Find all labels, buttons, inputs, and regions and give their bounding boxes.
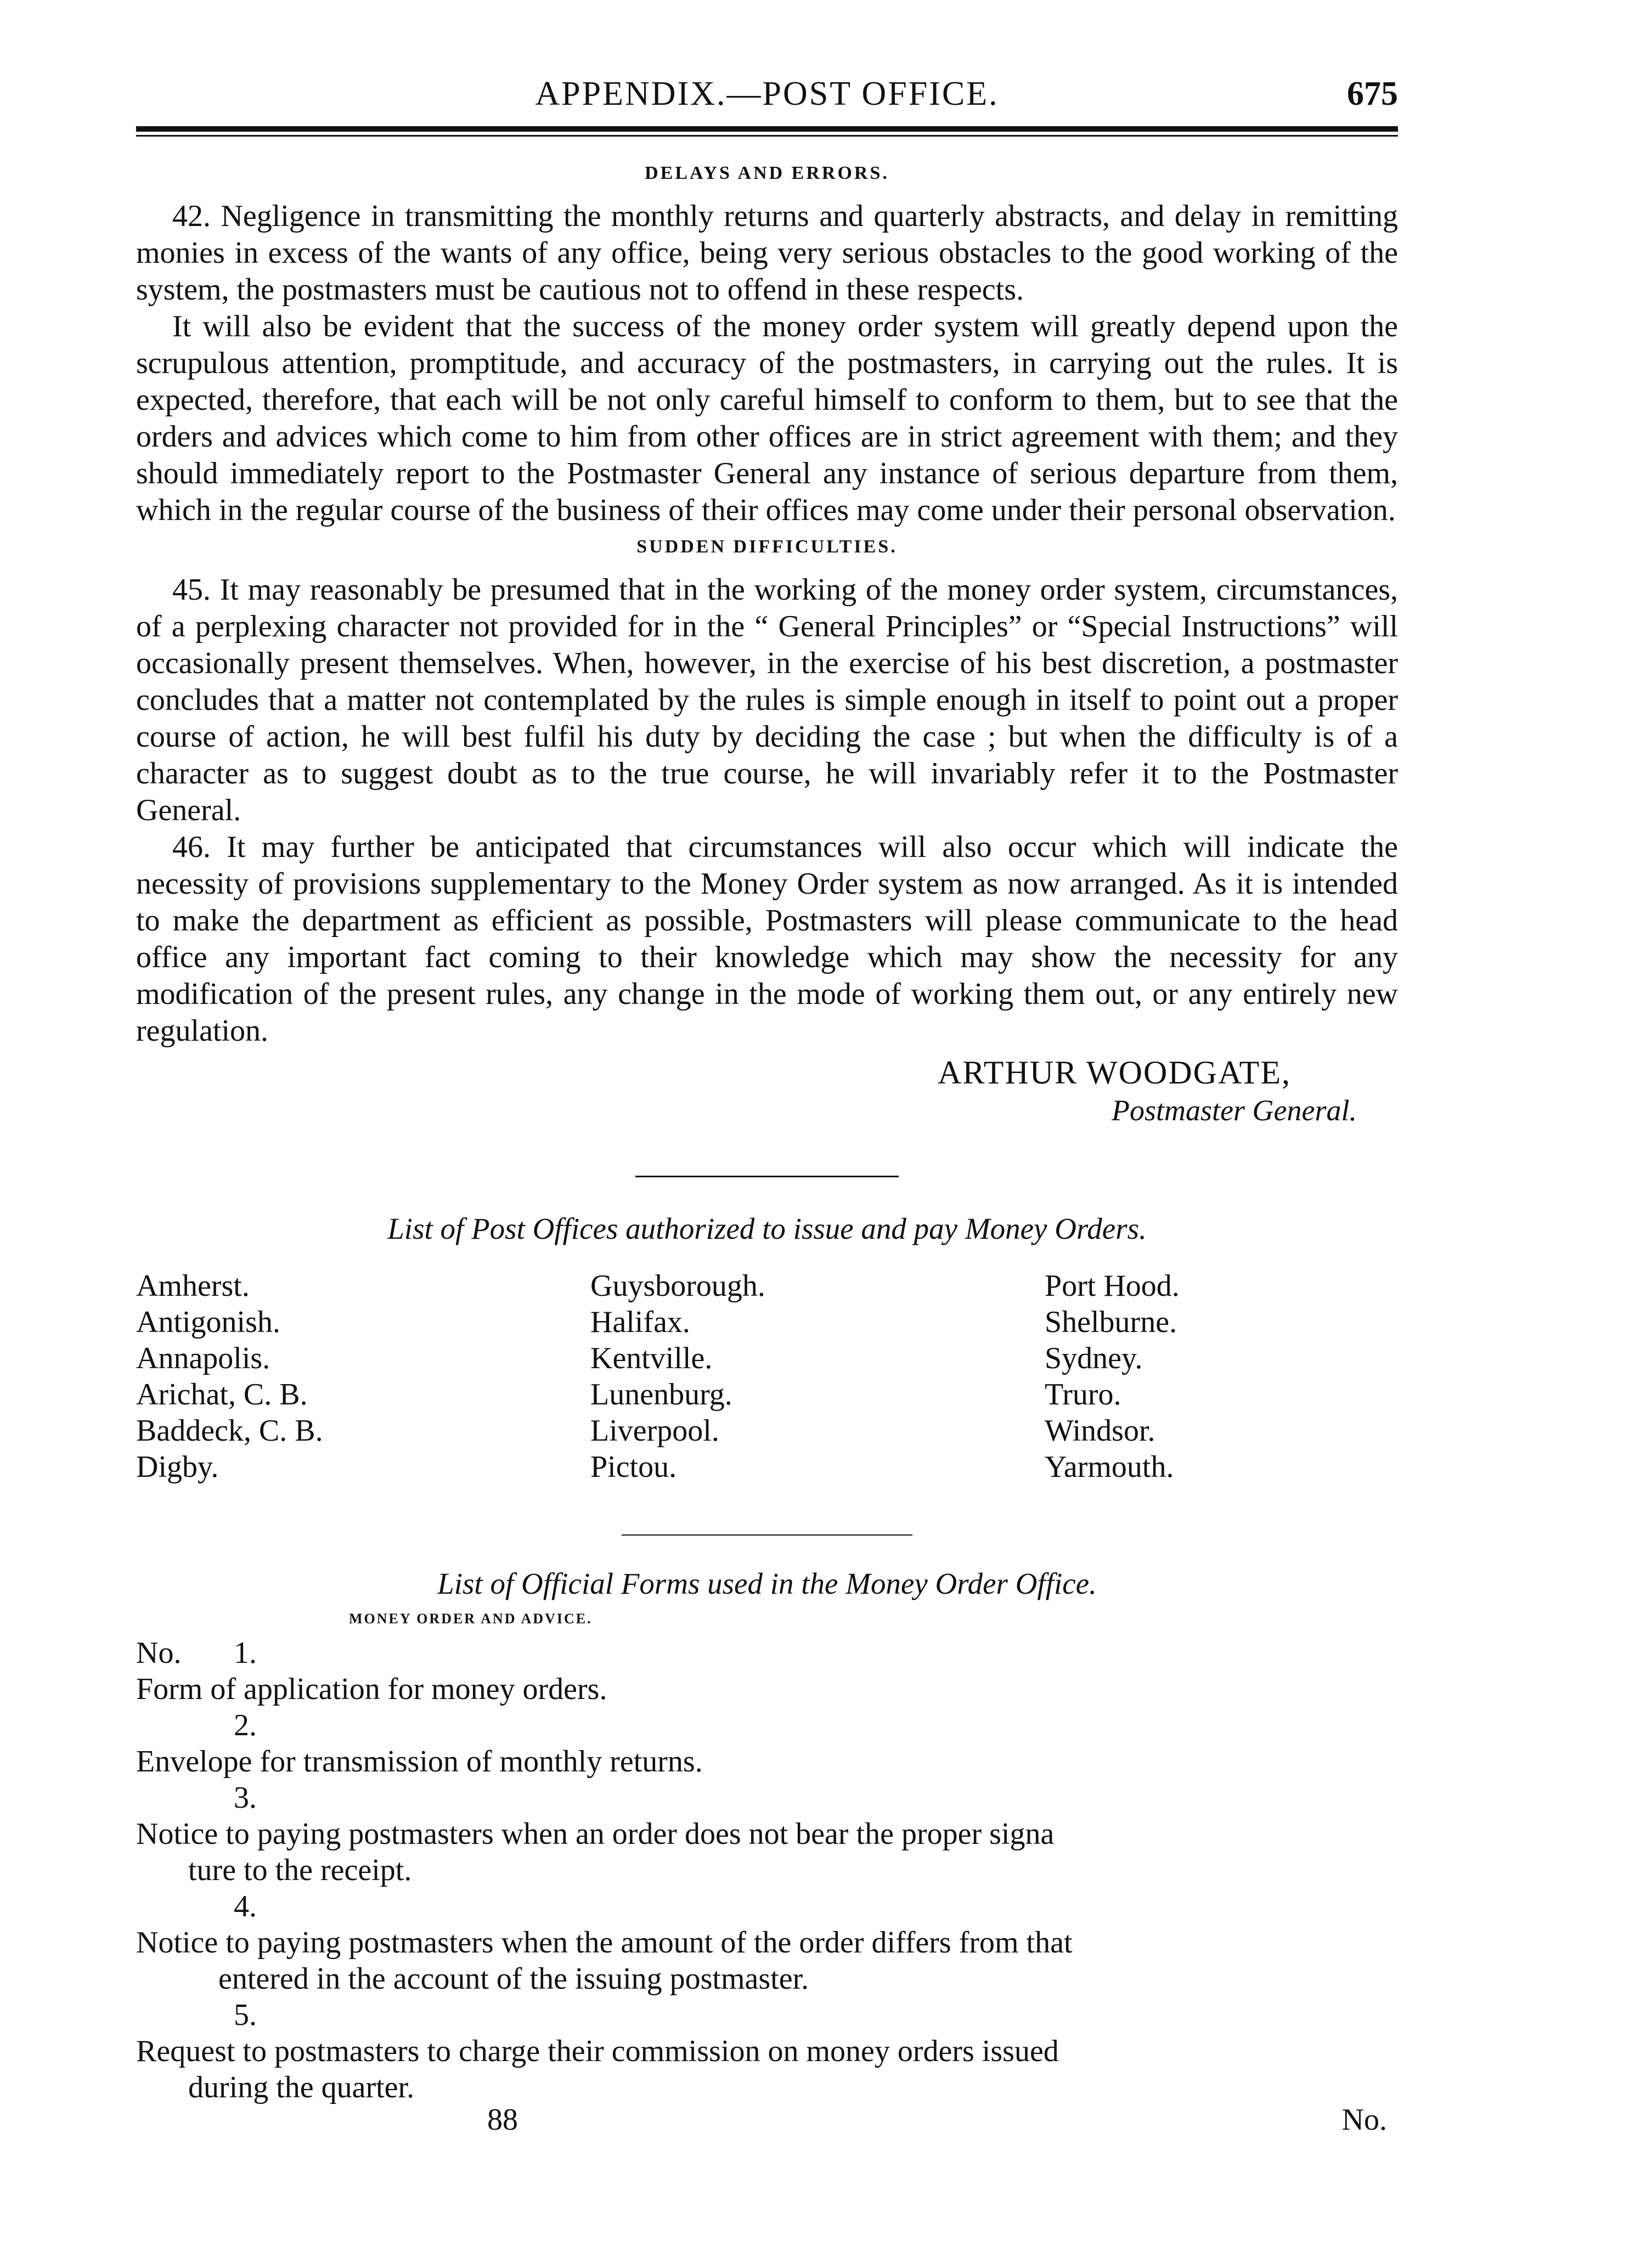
form-number: 1. [234, 1636, 257, 1670]
office-item: Kentville. [590, 1341, 713, 1375]
office-item: Antigonish. [136, 1305, 280, 1339]
post-offices-list [136, 1268, 1398, 1487]
separator-rule [635, 1176, 899, 1177]
form-item [136, 1997, 1398, 2106]
form-number: 4. [234, 1889, 257, 1923]
signature-block [136, 1054, 1398, 1136]
office-item: Liverpool. [590, 1414, 719, 1448]
separator-rule-2 [622, 1534, 912, 1536]
forms-list-heading: List of Official Forms used in the Money Order Office. [437, 1567, 1097, 1600]
office-item: Halifax. [590, 1305, 690, 1339]
office-item: Windsor. [1045, 1414, 1155, 1448]
document-page [136, 66, 1398, 2146]
page-number: 675 [1347, 75, 1398, 112]
signatory-title: Postmaster General. [1112, 1094, 1357, 1127]
form-item [136, 1707, 1398, 1780]
paragraph-45: 45. It may reasonably be presumed that in the working of the money order system, circumstances, of a perplexing character not provided for in the “ General Principles” or “Special Instructions” will occasionally present themselves. When, however, in the exercise of his best discretion, a postmaster concludes that a matter not contemplated by the rules is simple enough in itself to point out a proper course of action, he will best fulfil his duty by deciding the case ; but when the difficulty is of a character as to suggest doubt as to the true course, he will invariably refer it to the Postmaster General. [136, 573, 1398, 827]
catchword: No. [1341, 2103, 1387, 2137]
section-heading-difficulties: SUDDEN DIFFICULTIES. [636, 537, 898, 557]
form-text-continued: entered in the account of the issuing postmaster. [218, 1962, 809, 1996]
form-number: 5. [234, 1998, 257, 2032]
offices-column-1 [136, 1268, 323, 1485]
forms-subheading: MONEY ORDER AND ADVICE. [349, 1611, 593, 1627]
paragraph-46: 46. It may further be anticipated that circumstances will also occur which will indicate the necessity of provisions supplementary to the Money Order system as now arranged. As it is intended to make the department as efficient as possible, Postmasters will please communicate to the head office any important fact coming to their knowledge which may show the necessity for any modification of the present rules, any change in the mode of working them out, or any entirely new regulation. [136, 830, 1398, 1048]
office-item: Amherst. [136, 1269, 250, 1303]
form-text: Request to postmasters to charge their commission on money orders issued [136, 2034, 1059, 2068]
office-item: Baddeck, C. B. [136, 1414, 323, 1448]
office-item: Shelburne. [1045, 1305, 1177, 1339]
section-delays [136, 198, 1398, 529]
office-item: Guysborough. [590, 1269, 765, 1303]
form-item [136, 1888, 1398, 1997]
office-item: Truro. [1045, 1378, 1121, 1412]
offices-list-heading: List of Post Offices authorized to issue and pay Money Orders. [387, 1212, 1147, 1245]
running-title: APPENDIX.—POST OFFICE. [535, 75, 999, 112]
header-rule-thick [136, 126, 1398, 132]
office-item: Yarmouth. [1045, 1450, 1174, 1484]
form-text: Notice to paying postmasters when the amount of the order differs from that [136, 1926, 1073, 1960]
office-item: Sydney. [1045, 1341, 1143, 1375]
signatory-name: ARTHUR WOODGATE, [938, 1054, 1291, 1091]
office-item: Digby. [136, 1450, 219, 1484]
form-text: Envelope for transmission of monthly returns. [136, 1745, 703, 1779]
form-item [136, 1780, 1398, 1888]
form-number: 2. [234, 1708, 257, 1742]
form-text-continued: ture to the receipt. [188, 1853, 412, 1887]
section-heading-delays: DELAYS AND ERRORS. [645, 163, 889, 183]
number-prefix: No. [136, 1636, 182, 1670]
offices-column-2 [590, 1268, 765, 1485]
form-text: Form of application for money orders. [136, 1672, 607, 1706]
running-head [136, 66, 1398, 126]
form-item [136, 1635, 1398, 1707]
office-item: Annapolis. [136, 1341, 270, 1375]
office-item: Arichat, C. B. [136, 1378, 308, 1412]
header-rule-thin [136, 135, 1398, 137]
form-text: Notice to paying postmasters when an order does not bear the proper signa [136, 1817, 1055, 1851]
form-text-continued: during the quarter. [188, 2070, 415, 2104]
office-item: Pictou. [590, 1450, 677, 1484]
paragraph-success: It will also be evident that the success of the money order system will greatly depend upon the scrupulous attention, promptitude, and accuracy of the postmasters, in carrying out the rules. It is expected, therefore, that each will be not only careful himself to conform to them, but to see that the orders and advices which come to him from other offices are in strict agreement with them; and they should immediately report to the Postmaster General any instance of serious departure from them, which in the regular course of the business of their offices may come under their personal observation. [136, 309, 1398, 527]
forms-list [136, 1635, 1398, 2106]
section-difficulties [136, 572, 1398, 1049]
signature-mark: 88 [487, 2103, 518, 2137]
office-item: Port Hood. [1045, 1269, 1180, 1303]
offices-column-3 [1045, 1268, 1180, 1485]
page-footer [136, 2102, 1398, 2146]
form-number: 3. [234, 1781, 257, 1815]
paragraph-42: 42. Negligence in transmitting the monthly returns and quarterly abstracts, and delay in remitting monies in excess of the wants of any office, being very serious obstacles to the good working of the system, the postmasters must be cautious not to offend in these respects. [136, 199, 1398, 307]
office-item: Lunenburg. [590, 1378, 732, 1412]
